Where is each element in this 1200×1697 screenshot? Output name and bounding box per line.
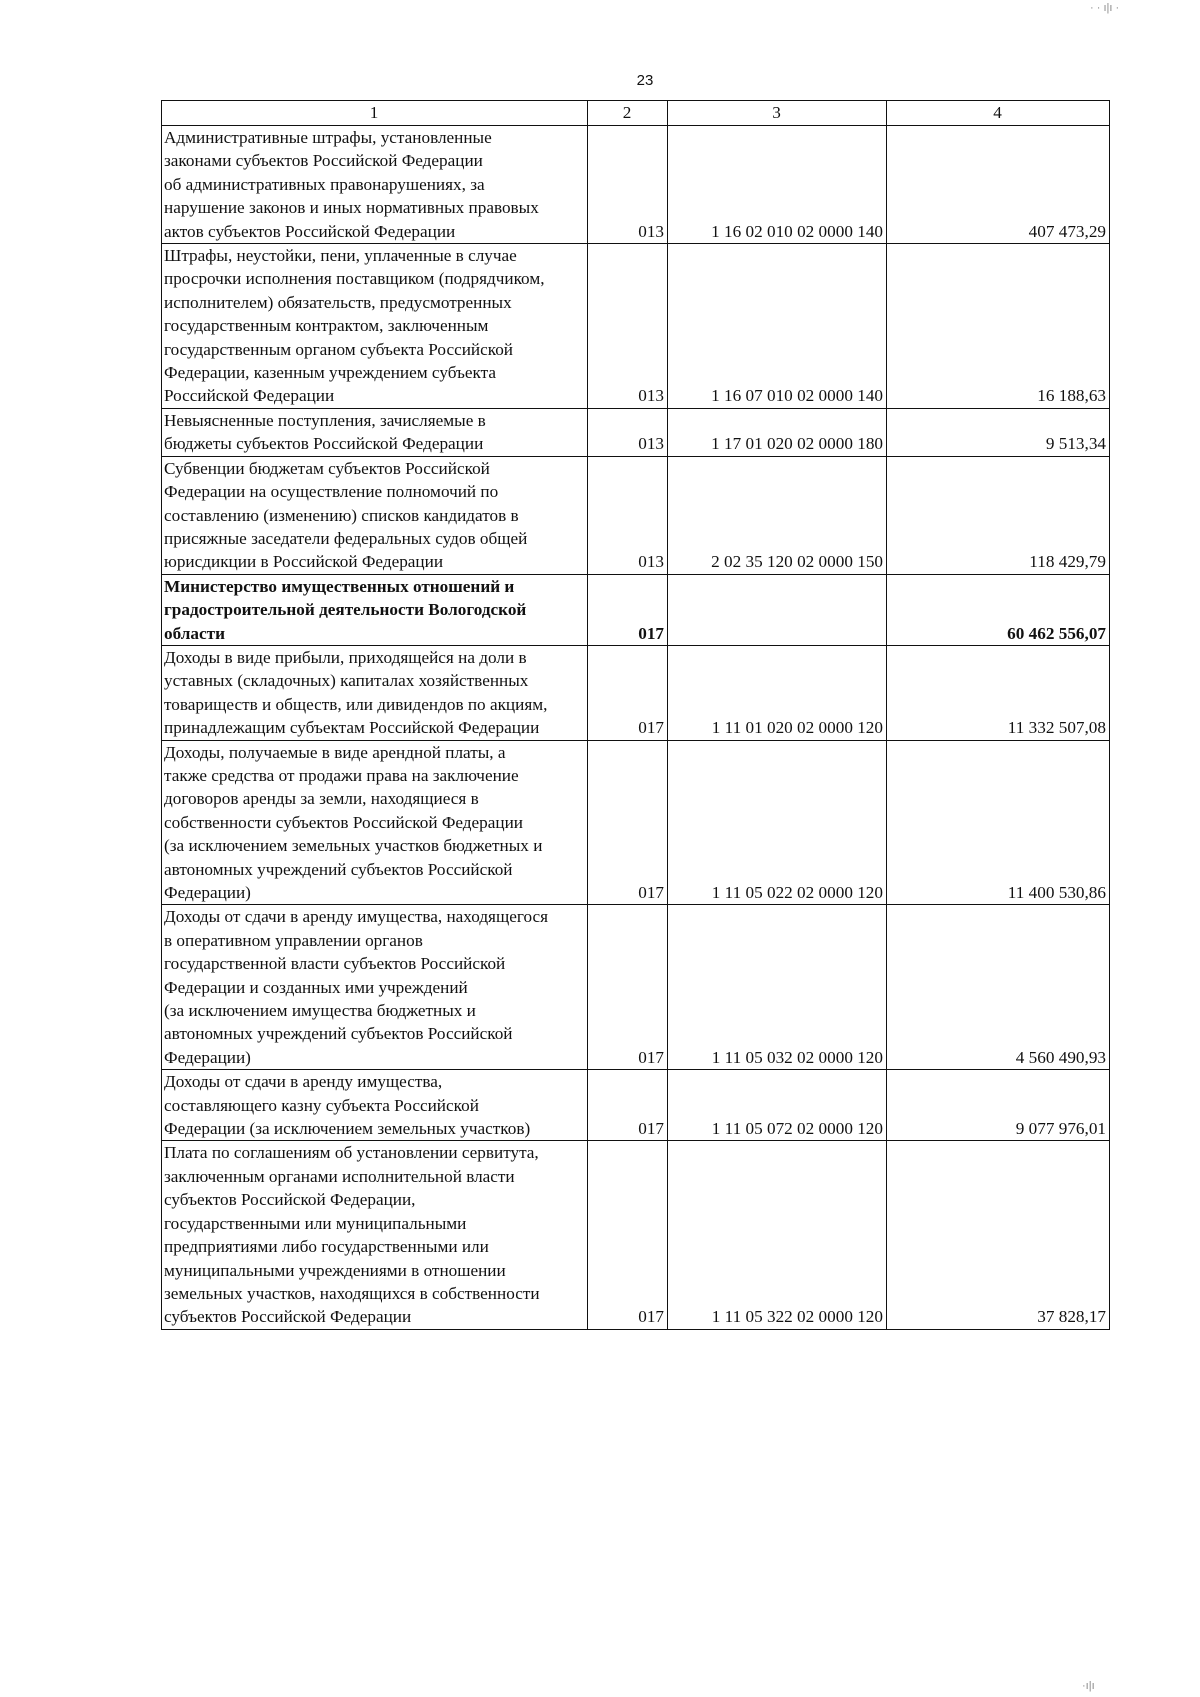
- cell-revenue-code: 1 11 05 032 02 0000 120: [668, 905, 887, 1070]
- scan-artifact-bottom: ·ı|ı: [1082, 1680, 1095, 1692]
- cell-name: [162, 126, 588, 244]
- cell-name-line: бюджеты субъектов Российской Федерации: [164, 434, 484, 454]
- cell-revenue-code: 2 02 35 120 02 0000 150: [668, 456, 887, 574]
- cell-name-line: уставных (складочных) капиталах хозяйственных: [164, 671, 529, 691]
- cell-admin-code: 017: [588, 574, 668, 645]
- cell-amount: 16 188,63: [887, 244, 1110, 409]
- cell-name-line: также средства от продажи права на заключение: [164, 765, 519, 785]
- cell-revenue-code: 1 16 02 010 02 0000 140: [668, 126, 887, 244]
- cell-name-line: государственным органом субъекта Российской: [164, 339, 514, 359]
- table-body: [162, 126, 1110, 1330]
- cell-admin-code: 017: [588, 740, 668, 905]
- cell-name-line: (за исключением земельных участков бюджетных и: [164, 836, 543, 856]
- cell-name-line: Министерство имущественных отношений и: [164, 576, 515, 596]
- cell-name-line: Плата по соглашениям об установлении сервитута,: [164, 1143, 539, 1163]
- cell-name-line: области: [164, 623, 225, 643]
- cell-name-line: предприятиями либо государственными или: [164, 1237, 489, 1257]
- cell-admin-code: 013: [588, 244, 668, 409]
- cell-name-line: автономных учреждений субъектов Российской: [164, 859, 513, 879]
- cell-name-line: Федерации): [164, 1047, 251, 1067]
- cell-name-line: государственной власти субъектов Российской: [164, 954, 506, 974]
- cell-name-line: субъектов Российской Федерации,: [164, 1190, 416, 1210]
- cell-name-line: принадлежащим субъектам Российской Федерации: [164, 718, 540, 738]
- cell-name-line: Субвенции бюджетам субъектов Российской: [164, 458, 490, 478]
- table-row: [162, 126, 1110, 244]
- table-row: [162, 645, 1110, 740]
- cell-name-line: составлению (изменению) списков кандидатов в: [164, 505, 519, 525]
- cell-name-line: Федерации и созданных ими учреждений: [164, 977, 468, 997]
- cell-name-line: Невыясненные поступления, зачисляемые в: [164, 410, 486, 430]
- cell-name-line: актов субъектов Российской Федерации: [164, 221, 456, 241]
- table-row: [162, 740, 1110, 905]
- cell-name-line: заключенным органами исполнительной власти: [164, 1166, 515, 1186]
- cell-amount: 9 077 976,01: [887, 1070, 1110, 1141]
- cell-admin-code: 017: [588, 1070, 668, 1141]
- revenue-table: [161, 100, 1110, 1330]
- cell-amount: 60 462 556,07: [887, 574, 1110, 645]
- cell-name-line: Федерации): [164, 883, 251, 902]
- table-row: [162, 1070, 1110, 1141]
- cell-admin-code: 017: [588, 905, 668, 1070]
- cell-revenue-code: 1 11 05 322 02 0000 120: [668, 1141, 887, 1329]
- cell-name-line: Российской Федерации: [164, 386, 335, 406]
- cell-amount: 407 473,29: [887, 126, 1110, 244]
- table-row: [162, 244, 1110, 409]
- cell-name-line: муниципальными учреждениями в отношении: [164, 1260, 506, 1280]
- table-row: [162, 1141, 1110, 1329]
- cell-name-line: Штрафы, неустойки, пени, уплаченные в случае: [164, 246, 517, 266]
- cell-revenue-code: 1 16 07 010 02 0000 140: [668, 244, 887, 409]
- header-col-4: 4: [887, 101, 1110, 126]
- cell-name-line: законами субъектов Российской Федерации: [164, 151, 483, 171]
- cell-name: [162, 408, 588, 456]
- cell-name: [162, 244, 588, 409]
- cell-name-line: Административные штрафы, установленные: [164, 128, 492, 147]
- cell-admin-code: 017: [588, 1141, 668, 1329]
- table-header-row: [162, 101, 1110, 126]
- cell-name: [162, 1141, 588, 1329]
- cell-name-line: земельных участков, находящихся в собственности: [164, 1283, 540, 1303]
- cell-admin-code: 013: [588, 456, 668, 574]
- cell-name-line: (за исключением имущества бюджетных и: [164, 1001, 476, 1021]
- cell-name-line: собственности субъектов Российской Федерации: [164, 812, 523, 832]
- cell-name-line: товариществ и обществ, или дивидендов по акциям,: [164, 694, 548, 714]
- cell-name-line: Доходы в виде прибыли, приходящейся на доли в: [164, 647, 527, 667]
- cell-name-line: Федерации на осуществление полномочий по: [164, 482, 499, 502]
- cell-name-line: градостроительной деятельности Вологодской: [164, 600, 527, 620]
- cell-name-line: Доходы от сдачи в аренду имущества,: [164, 1072, 443, 1092]
- table-row: [162, 408, 1110, 456]
- header-col-2: 2: [588, 101, 668, 126]
- cell-name: [162, 1070, 588, 1141]
- cell-name-line: договоров аренды за земли, находящиеся в: [164, 789, 479, 809]
- cell-name: [162, 905, 588, 1070]
- cell-name-line: субъектов Российской Федерации: [164, 1307, 412, 1327]
- cell-name-line: в оперативном управлении органов: [164, 930, 423, 950]
- cell-admin-code: 013: [588, 408, 668, 456]
- cell-name: [162, 574, 588, 645]
- cell-name-line: исполнителем) обязательств, предусмотренных: [164, 292, 512, 312]
- cell-name-line: об административных правонарушениях, за: [164, 174, 485, 194]
- cell-amount: 9 513,34: [887, 408, 1110, 456]
- cell-amount: 11 332 507,08: [887, 645, 1110, 740]
- cell-name-line: составляющего казну субъекта Российской: [164, 1095, 479, 1115]
- cell-name-line: Доходы, получаемые в виде арендной платы, а: [164, 742, 506, 762]
- cell-revenue-code: [668, 574, 887, 645]
- cell-amount: 118 429,79: [887, 456, 1110, 574]
- cell-name-line: просрочки исполнения поставщиком (подрядчиком,: [164, 269, 545, 289]
- cell-name-line: юрисдикции в Российской Федерации: [164, 552, 444, 572]
- cell-revenue-code: 1 17 01 020 02 0000 180: [668, 408, 887, 456]
- cell-admin-code: 017: [588, 645, 668, 740]
- cell-name: [162, 456, 588, 574]
- cell-amount: 4 560 490,93: [887, 905, 1110, 1070]
- cell-name-line: нарушение законов и иных нормативных правовых: [164, 198, 539, 218]
- cell-name-line: Доходы от сдачи в аренду имущества, находящегося: [164, 907, 549, 927]
- header-col-3: 3: [668, 101, 887, 126]
- cell-amount: 11 400 530,86: [887, 740, 1110, 905]
- cell-name-line: государственными или муниципальными: [164, 1213, 467, 1233]
- cell-amount: 37 828,17: [887, 1141, 1110, 1329]
- page-number: 23: [636, 72, 654, 89]
- cell-name-line: присяжные заседатели федеральных судов общей: [164, 528, 528, 548]
- table-row-ministry: [162, 574, 1110, 645]
- cell-name: [162, 740, 588, 905]
- cell-name-line: автономных учреждений субъектов Российской: [164, 1024, 513, 1044]
- cell-admin-code: 013: [588, 126, 668, 244]
- table-row: [162, 905, 1110, 1070]
- cell-revenue-code: 1 11 05 072 02 0000 120: [668, 1070, 887, 1141]
- cell-revenue-code: 1 11 01 020 02 0000 120: [668, 645, 887, 740]
- table-row: [162, 456, 1110, 574]
- cell-name-line: государственным контрактом, заключенным: [164, 316, 489, 336]
- cell-name-line: Федерации (за исключением земельных участков): [164, 1119, 531, 1139]
- cell-name: [162, 645, 588, 740]
- scan-artifact-top: · · ı|ı ·: [1090, 2, 1120, 14]
- header-col-1: 1: [162, 101, 588, 126]
- cell-revenue-code: 1 11 05 022 02 0000 120: [668, 740, 887, 905]
- cell-name-line: Федерации, казенным учреждением субъекта: [164, 363, 496, 383]
